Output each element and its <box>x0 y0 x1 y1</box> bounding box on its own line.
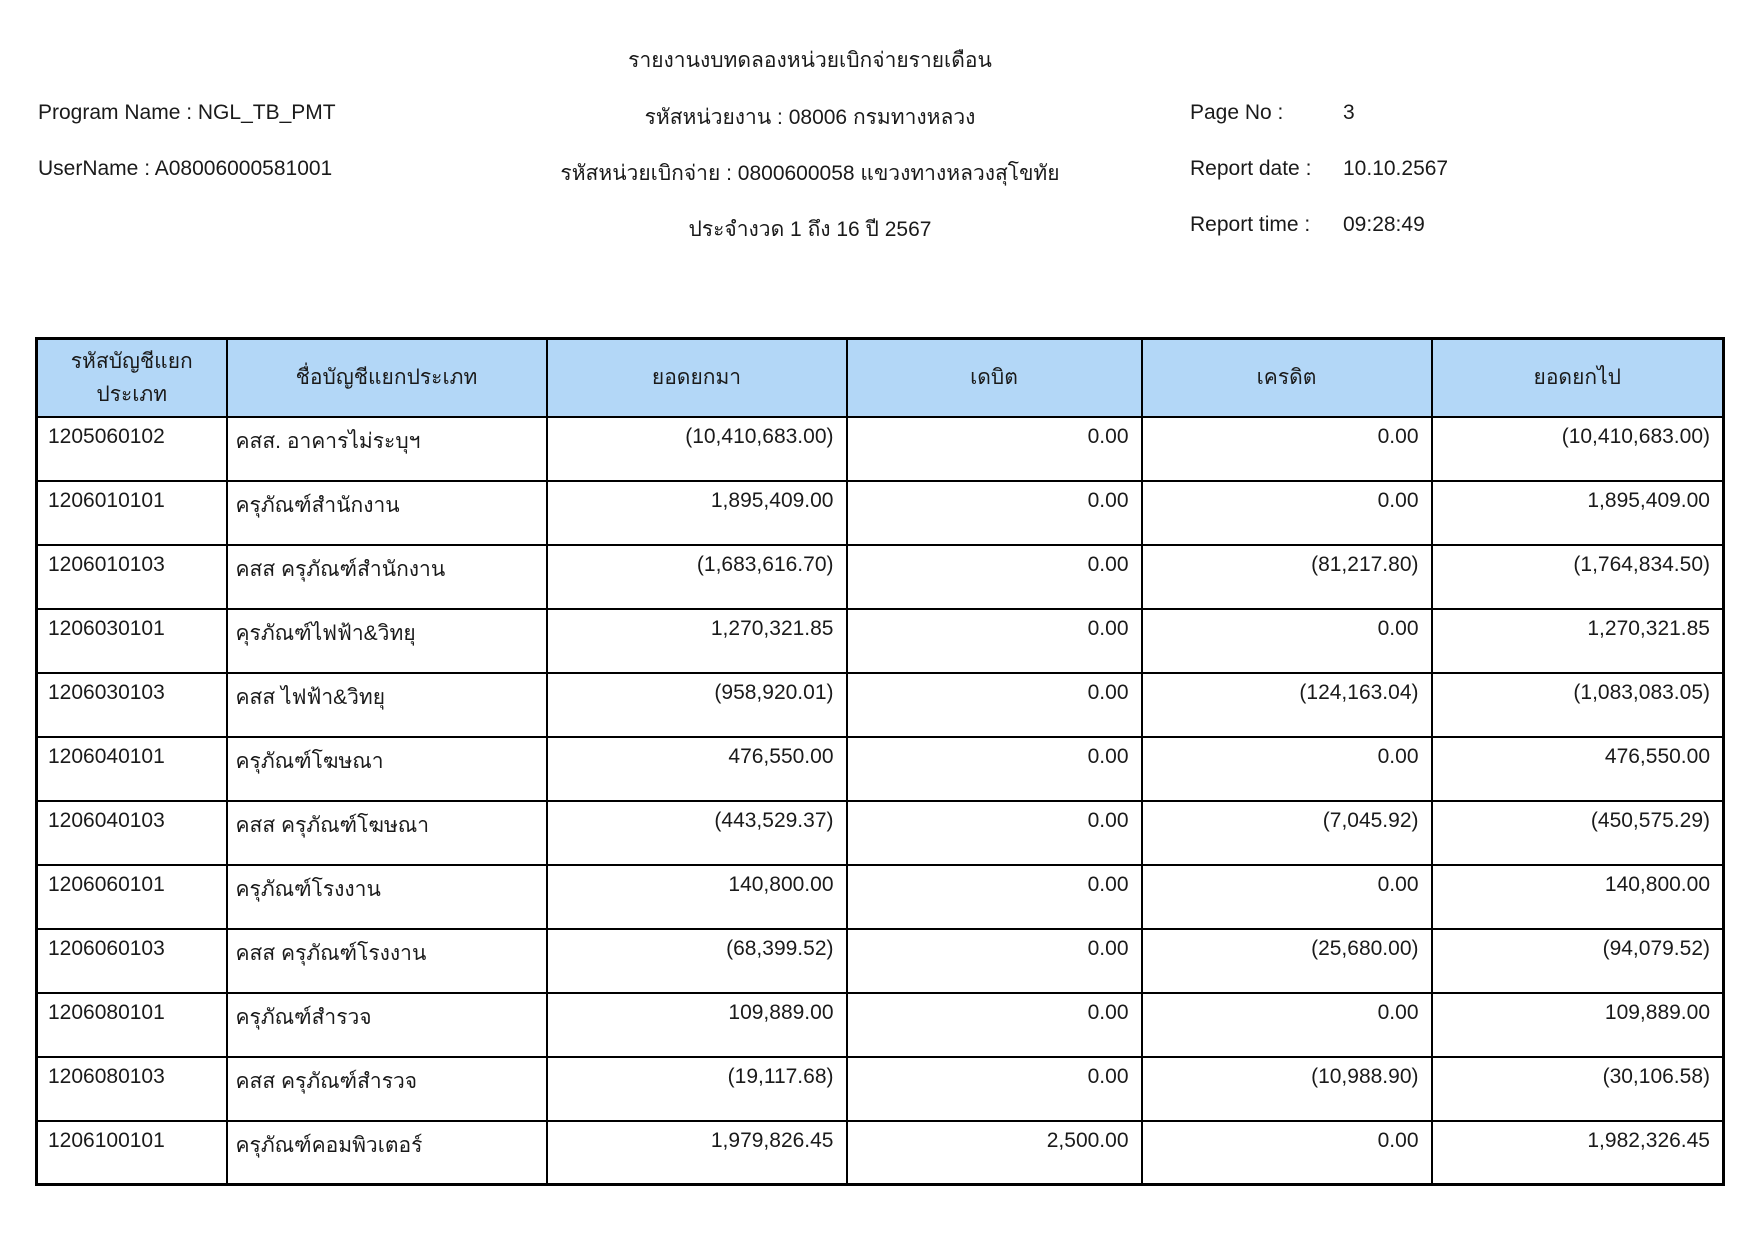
closing-balance-cell: (94,079.52) <box>1432 929 1724 993</box>
account-name-cell: ครุภัณฑ์โรงงาน <box>227 865 547 929</box>
trial-balance-table-container <box>35 337 1725 1186</box>
opening-balance-cell: 476,550.00 <box>547 737 847 801</box>
account-name-cell: คสส ไฟฟ้า&วิทยุ <box>227 673 547 737</box>
debit-cell: 0.00 <box>847 1057 1142 1121</box>
opening-balance-cell: 109,889.00 <box>547 993 847 1057</box>
debit-cell: 2,500.00 <box>847 1121 1142 1185</box>
table-row <box>37 737 1724 801</box>
credit-cell: (7,045.92) <box>1142 801 1432 865</box>
credit-cell: 0.00 <box>1142 737 1432 801</box>
account-code-cell: 1206030103 <box>37 673 227 737</box>
closing-balance-cell: (10,410,683.00) <box>1432 417 1724 481</box>
header-opening-balance: ยอดยกมา <box>547 339 847 417</box>
report-time-value: 09:28:49 <box>1343 213 1425 236</box>
account-code-cell: 1206030101 <box>37 609 227 673</box>
report-date-label: Report date : <box>1190 157 1312 180</box>
username-value: A08006000581001 <box>154 157 333 180</box>
page-no-value: 3 <box>1343 101 1355 124</box>
program-name-line <box>38 101 336 125</box>
credit-cell: 0.00 <box>1142 1121 1432 1185</box>
table-row <box>37 1121 1724 1185</box>
opening-balance-cell: 1,895,409.00 <box>547 481 847 545</box>
debit-cell: 0.00 <box>847 993 1142 1057</box>
credit-cell: 0.00 <box>1142 481 1432 545</box>
header-account-code: รหัสบัญชีแยกประเภท <box>37 339 227 417</box>
account-code-cell: 1206080101 <box>37 993 227 1057</box>
account-name-cell: ครุภัณฑ์สำนักงาน <box>227 481 547 545</box>
opening-balance-cell: 140,800.00 <box>547 865 847 929</box>
debit-cell: 0.00 <box>847 801 1142 865</box>
account-code-cell: 1206100101 <box>37 1121 227 1185</box>
account-code-cell: 1206010103 <box>37 545 227 609</box>
table-row <box>37 609 1724 673</box>
report-title: รายงานงบทดลองหน่วยเบิกจ่ายรายเดือน <box>628 49 992 72</box>
closing-balance-cell: (450,575.29) <box>1432 801 1724 865</box>
table-row <box>37 417 1724 481</box>
trial-balance-table <box>35 337 1725 1186</box>
account-name-cell: ครุภัณฑ์คอมพิวเตอร์ <box>227 1121 547 1185</box>
account-name-cell: ครุภัณฑ์โฆษณา <box>227 737 547 801</box>
closing-balance-cell: 476,550.00 <box>1432 737 1724 801</box>
account-name-cell: ครุภัณฑ์สำรวจ <box>227 993 547 1057</box>
closing-balance-cell: 1,895,409.00 <box>1432 481 1724 545</box>
username-label: UserName : <box>38 157 151 180</box>
table-body <box>37 417 1724 1185</box>
account-name-cell: คสส ครุภัณฑ์สำรวจ <box>227 1057 547 1121</box>
program-name-label: Program Name : <box>38 101 193 124</box>
header-account-name: ชื่อบัญชีแยกประเภท <box>227 339 547 417</box>
closing-balance-cell: (30,106.58) <box>1432 1057 1724 1121</box>
account-name-cell: คุรภัณฑ์ไฟฟ้า&วิทยุ <box>227 609 547 673</box>
debit-cell: 0.00 <box>847 417 1142 481</box>
credit-cell: 0.00 <box>1142 609 1432 673</box>
account-name-cell: คสส. อาคารไม่ระบุฯ <box>227 417 547 481</box>
period-line: ประจำงวด 1 ถึง 16 ปี 2567 <box>688 218 932 241</box>
opening-balance-cell: (68,399.52) <box>547 929 847 993</box>
closing-balance-cell: 109,889.00 <box>1432 993 1724 1057</box>
account-code-cell: 1206080103 <box>37 1057 227 1121</box>
account-name-cell: คสส ครุภัณฑ์โฆษณา <box>227 801 547 865</box>
opening-balance-cell: (443,529.37) <box>547 801 847 865</box>
table-row <box>37 865 1724 929</box>
header-closing-balance: ยอดยกไป <box>1432 339 1724 417</box>
username-line <box>38 157 332 181</box>
account-name-cell: คสส ครุภัณฑ์โรงงาน <box>227 929 547 993</box>
closing-balance-cell: 1,982,326.45 <box>1432 1121 1724 1185</box>
agency-code-line: รหัสหน่วยงาน : 08006 กรมทางหลวง <box>644 106 976 129</box>
closing-balance-cell: (1,083,083.05) <box>1432 673 1724 737</box>
credit-cell: (25,680.00) <box>1142 929 1432 993</box>
opening-balance-cell: (1,683,616.70) <box>547 545 847 609</box>
debit-cell: 0.00 <box>847 481 1142 545</box>
credit-cell: 0.00 <box>1142 865 1432 929</box>
account-code-cell: 1206010101 <box>37 481 227 545</box>
account-code-cell: 1206040103 <box>37 801 227 865</box>
table-row <box>37 673 1724 737</box>
debit-cell: 0.00 <box>847 545 1142 609</box>
disbursement-code-line: รหัสหน่วยเบิกจ่าย : 0800600058 แขวงทางหลวงสุโขทัย <box>560 162 1060 185</box>
account-name-cell: คสส ครุภัณฑ์สำนักงาน <box>227 545 547 609</box>
credit-cell: 0.00 <box>1142 993 1432 1057</box>
header-credit: เครดิต <box>1142 339 1432 417</box>
table-row <box>37 993 1724 1057</box>
credit-cell: (10,988.90) <box>1142 1057 1432 1121</box>
closing-balance-cell: (1,764,834.50) <box>1432 545 1724 609</box>
report-date-value: 10.10.2567 <box>1343 157 1449 180</box>
account-code-cell: 1206060103 <box>37 929 227 993</box>
report-time-label: Report time : <box>1190 213 1311 236</box>
opening-balance-cell: (10,410,683.00) <box>547 417 847 481</box>
opening-balance-cell: 1,979,826.45 <box>547 1121 847 1185</box>
closing-balance-cell: 1,270,321.85 <box>1432 609 1724 673</box>
debit-cell: 0.00 <box>847 673 1142 737</box>
credit-cell: (124,163.04) <box>1142 673 1432 737</box>
debit-cell: 0.00 <box>847 609 1142 673</box>
table-header-row <box>37 339 1724 417</box>
table-row <box>37 929 1724 993</box>
opening-balance-cell: (19,117.68) <box>547 1057 847 1121</box>
page-no-label: Page No : <box>1190 101 1284 124</box>
debit-cell: 0.00 <box>847 737 1142 801</box>
account-code-cell: 1206060101 <box>37 865 227 929</box>
table-row <box>37 545 1724 609</box>
program-name-value: NGL_TB_PMT <box>197 101 336 124</box>
table-row <box>37 801 1724 865</box>
credit-cell: 0.00 <box>1142 417 1432 481</box>
table-row <box>37 481 1724 545</box>
credit-cell: (81,217.80) <box>1142 545 1432 609</box>
header-debit: เดบิต <box>847 339 1142 417</box>
debit-cell: 0.00 <box>847 929 1142 993</box>
table-row <box>37 1057 1724 1121</box>
account-code-cell: 1205060102 <box>37 417 227 481</box>
opening-balance-cell: (958,920.01) <box>547 673 847 737</box>
opening-balance-cell: 1,270,321.85 <box>547 609 847 673</box>
account-code-cell: 1206040101 <box>37 737 227 801</box>
debit-cell: 0.00 <box>847 865 1142 929</box>
closing-balance-cell: 140,800.00 <box>1432 865 1724 929</box>
